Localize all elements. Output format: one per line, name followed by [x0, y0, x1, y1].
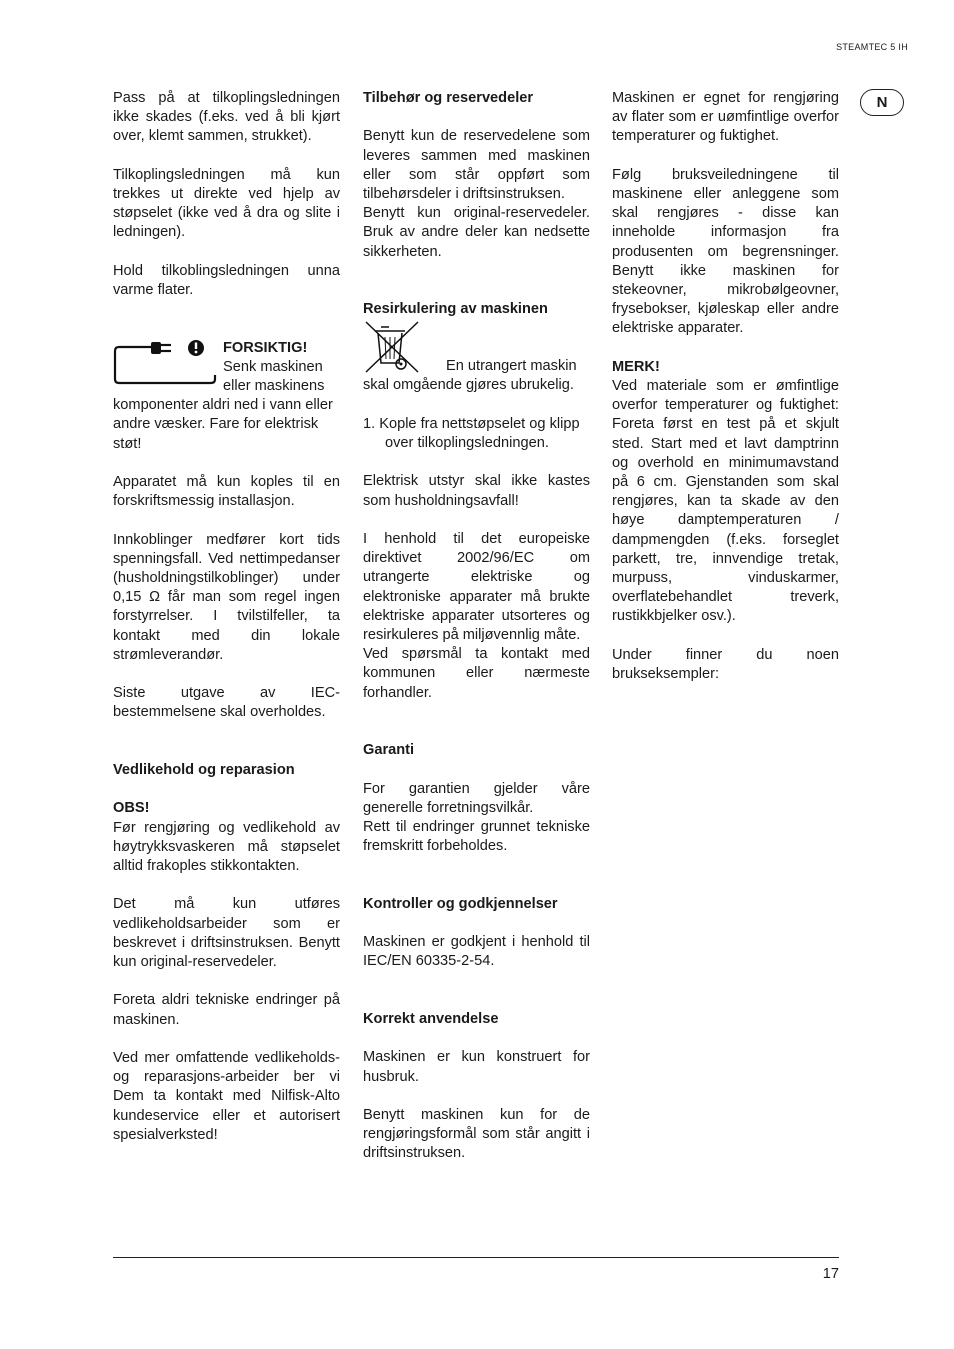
- paragraph: Benytt maskinen kun for de rengjøringsformål som står angitt i driftsinstruksen.: [363, 1106, 590, 1162]
- paragraph: Benytt kun de reservedelene som leveres sammen med maskinen eller som står oppført som tilbehørsdeler i driftsinstruksen.: [363, 128, 590, 202]
- paragraph: Følg bruksveiledningene til maskinene eller anleggene som skal rengjøres - disse kan inneholde informasjon fra produsenten om begrensninger. Benytt ikke maskinen for stekeovner, mikrobølgeovner, frysebokser, kjøleskap eller andre elektriske apparater.: [612, 166, 839, 337]
- paragraph: Benytt kun original-reservedeler. Bruk av andre deler kan nedsette sikkerheten.: [363, 205, 590, 260]
- recycle-block: [363, 319, 590, 376]
- plug-warning-icon: [113, 339, 217, 385]
- warning-title: FORSIKTIG!: [223, 339, 308, 356]
- paragraph: Før rengjøring og vedlikehold av høytrykksvaskeren må støpselet alltid frakoples stikkontakten.: [113, 819, 340, 874]
- section-heading: Resirkulering av maskinen: [363, 301, 548, 318]
- column-middle: [363, 89, 590, 1183]
- paragraph: Rett til endringer grunnet tekniske fremskritt forbeholdes.: [363, 818, 590, 855]
- footer-divider: [113, 1257, 839, 1258]
- crossed-bin-icon: [363, 319, 423, 379]
- paragraph: skal omgående gjøres ubrukelig.: [363, 377, 574, 394]
- language-badge: N: [860, 89, 904, 116]
- paragraph: Ved spørsmål ta kontakt med kommunen eller nærmeste forhandler.: [363, 646, 590, 701]
- paragraph: Maskinen er egnet for rengjøring av flater som er uømfintlige overfor temperaturer og fuktighet.: [612, 90, 839, 145]
- paragraph: Elektrisk utstyr skal ikke kastes som husholdningsavfall!: [363, 473, 590, 509]
- paragraph: Ved materiale som er ømfintlige overfor temperaturer og fuktighet: Foreta først en test på et skjult sted. Start med et lavt damptrinn og overhold en minimumavstand på 6 cm. Gjenstanden som skal rengjøres, kan ta skade av den høye damptemperaturen / dampmengden (f.eks. forseglet parkett, tre, innvendige tretak, murpuss, vinduskarmer, overflatebehandlet treverk, rustikkbjelker osv.).: [612, 378, 839, 625]
- numbered-list: [363, 415, 590, 453]
- paragraph: Maskinen er kun konstruert for husbruk.: [363, 1049, 590, 1085]
- paragraph: Hold tilkoblingsledningen unna varme flater.: [113, 262, 340, 298]
- page-number: 17: [822, 1266, 839, 1282]
- obs-title: OBS!: [113, 800, 150, 817]
- paragraph: Maskinen er godkjent i henhold til IEC/EN 60335-2-54.: [363, 934, 590, 970]
- section-heading: Garanti: [363, 742, 415, 759]
- paragraph: For garantien gjelder våre generelle forretningsvilkår.: [363, 780, 590, 816]
- paragraph: Tilkoplingsledningen må kun trekkes ut direkte ved hjelp av støpselet (ikke ved å dra og slite i ledningen).: [113, 166, 340, 241]
- section-heading: Tilbehør og reservedeler: [363, 90, 534, 106]
- merk-title: MERK!: [612, 358, 660, 375]
- paragraph: Foreta aldri tekniske endringer på maskinen.: [113, 992, 340, 1028]
- section-heading: Kontroller og godkjennelser: [363, 895, 558, 912]
- paragraph: Apparatet må kun koples til en forskriftsmessig installasjon.: [113, 473, 340, 510]
- column-right: [612, 89, 839, 703]
- paragraph: I henhold til det europeiske direktivet 2002/96/EC om utrangerte elektriske og elektroniske apparater må brukte elektriske apparater utsorteres og resirkuleres på miljøvennlig måte.: [363, 530, 590, 643]
- recycle-lead-text: En utrangert maskin: [446, 358, 577, 375]
- column-left: [113, 89, 340, 1164]
- warning-text: Senk maskinen eller maskinens komponenter aldri ned i vann eller andre væsker. Fare for elektrisk støt!: [113, 358, 333, 452]
- warning-block: [113, 339, 340, 454]
- list-item: 1. Kople fra nettstøpselet og klipp over tilkoplingsledningen.: [363, 415, 580, 451]
- paragraph: Pass på at tilkoplingsledningen ikke skades (f.eks. ved å bli kjørt over, klemt sammen, strukket).: [113, 90, 340, 145]
- document-header: STEAMTEC 5 IH: [836, 42, 908, 52]
- paragraph: Ved mer omfattende vedlikeholds- og reparasjons-arbeider ber vi Dem ta kontakt med Nilfisk-Alto kundeservice eller et autorisert spesialverksted!: [113, 1049, 340, 1143]
- section-heading: Vedlikehold og reparasion: [113, 761, 295, 778]
- paragraph: Siste utgave av IEC-bestemmelsene skal overholdes.: [113, 685, 340, 721]
- section-heading: Korrekt anvendelse: [363, 1010, 499, 1027]
- paragraph: Det må kun utføres vedlikeholdsarbeider som er beskrevet i driftsinstruksen. Benytt kun original-reservedeler.: [113, 896, 340, 970]
- paragraph: Under finner du noen brukseksempler:: [612, 646, 839, 683]
- paragraph: Innkoblinger medfører kort tids spenningsfall. Ved nettimpedanser (husholdningstilkoblinger) under 0,15 Ω får man som regel ingen forstyrrelser. I tvilstilfeller, ta kontakt med din lokale strømleverandør.: [113, 531, 340, 663]
